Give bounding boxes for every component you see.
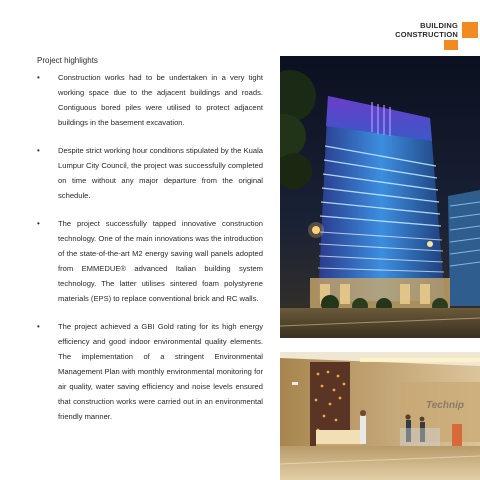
- bullet-dot-icon: •: [37, 219, 40, 228]
- bullet-dot-icon: •: [37, 73, 40, 82]
- bullet-text: The project successfully tapped innovative construction technology. One of the main innovations was the introduction of the state-of-the-art M2 energy saving wall panels adopted from EMMEDUE® advanced Italian building system technology. The latter utilises sintered foam polystyrene materials (EPS) to replace conventional brick and RC walls.: [58, 219, 263, 303]
- highlights-title: Project highlights: [37, 56, 98, 65]
- list-item: [37, 319, 263, 424]
- bullet-dot-icon: •: [37, 322, 40, 331]
- list-item: [37, 143, 263, 203]
- bullet-text: Despite strict working hour conditions stipulated by the Kuala Lumpur City Council, the project was successfully completed on time without any major departure from the original schedule.: [58, 146, 263, 200]
- building-photo: [280, 56, 480, 338]
- highlights-list: [37, 70, 263, 437]
- section-tag: [395, 22, 458, 39]
- bullet-text: The project achieved a GBI Gold rating for its high energy efficiency and good indoor environmental quality elements. The implementation of a stringent Environmental Management Plan with monthly environmental monitoring for air quality, water saving efficiency and noise levels ensured that construction works were carried out in an environmental friendly manner.: [58, 322, 263, 421]
- list-item: [37, 216, 263, 306]
- list-item: [37, 70, 263, 130]
- section-tag-line2: CONSTRUCTION: [395, 29, 458, 39]
- section-accent-block: [444, 40, 458, 50]
- section-tag-line1: BUILDING: [420, 21, 458, 30]
- lobby-photo: [280, 352, 480, 480]
- bullet-dot-icon: •: [37, 146, 40, 155]
- bullet-text: Construction works had to be undertaken in a very tight working space due to the adjacent buildings and roads. Contiguous bored piles were utilised to protect adjacent buildings in the basement excavation.: [58, 73, 263, 127]
- section-color-block: [462, 22, 478, 38]
- lobby-sign: Technip: [426, 400, 464, 411]
